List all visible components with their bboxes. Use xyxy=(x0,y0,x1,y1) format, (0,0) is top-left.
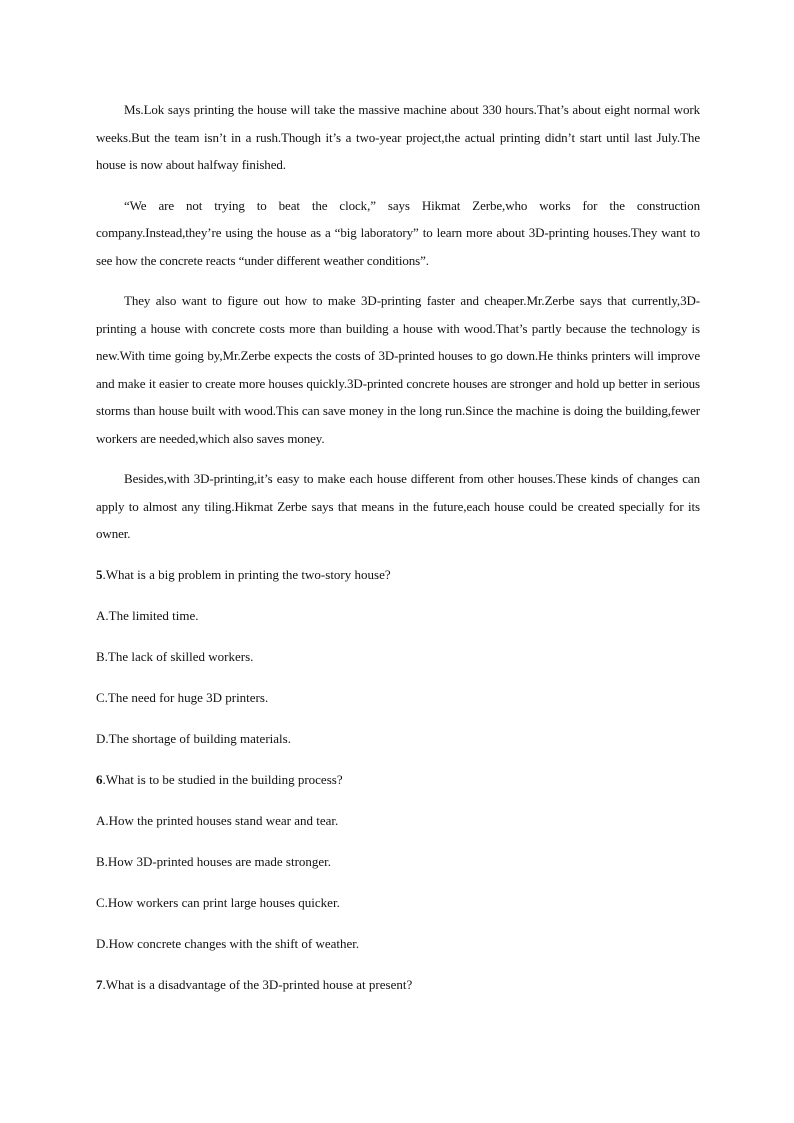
question-7-number: 7 xyxy=(96,976,103,992)
question-6-option-d: D.How concrete changes with the shift of weather. xyxy=(96,935,360,951)
passage-paragraph-2: “We are not trying to beat the clock,” says Hikmat Zerbe,who works for the construction company.Instead,they’re using the house as a “big laboratory” to learn more about 3D-printing houses.They want to see how the concrete reacts “under different weather conditions”. xyxy=(96,197,700,268)
question-6-option-b: B.How 3D-printed houses are made stronger. xyxy=(96,853,332,869)
question-5 xyxy=(96,561,700,589)
question-5-text: .What is a big problem in printing the two-story house? xyxy=(102,566,391,582)
question-5-option-c: C.The need for huge 3D printers. xyxy=(96,689,269,705)
question-6 xyxy=(96,766,700,794)
passage-paragraph-3: They also want to figure out how to make 3D-printing faster and cheaper.Mr.Zerbe says that currently,3D-printing a house with concrete costs more than building a house with wood.That’s partly because the technology is new.With time going by,Mr.Zerbe expects the costs of 3D-printed houses to go down.He thinks printers will improve and make it easier to create more houses quickly.3D-printed concrete houses are stronger and hold up better in serious storms than house built with wood.This can save money in the long run.Since the machine is doing the building,fewer workers are needed,which also saves money. xyxy=(96,293,700,446)
question-7-text: .What is a disadvantage of the 3D-printed house at present? xyxy=(102,976,413,992)
passage-paragraph-4: Besides,with 3D-printing,it’s easy to make each house different from other houses.These kinds of changes can apply to almost any tiling.Hikmat Zerbe says that means in the future,each house could be created specially for its owner. xyxy=(96,471,700,541)
question-6-number: 6 xyxy=(96,771,103,787)
question-6-text: .What is to be studied in the building process? xyxy=(102,771,343,787)
question-6-option-c: C.How workers can print large houses quicker. xyxy=(96,894,340,910)
document-content xyxy=(96,96,700,1012)
question-5-option-b: B.The lack of skilled workers. xyxy=(96,648,254,664)
question-7 xyxy=(96,971,700,999)
question-5-number: 5 xyxy=(96,566,103,582)
question-6-option-a: A.How the printed houses stand wear and tear. xyxy=(96,812,339,828)
question-5-option-a: A.The limited time. xyxy=(96,607,199,623)
passage-paragraph-1: Ms.Lok says printing the house will take the massive machine about 330 hours.That’s about eight normal work weeks.But the team isn’t in a rush.Though it’s a two-year project,the actual printing didn’t start until last July.The house is now about halfway finished. xyxy=(96,102,700,172)
question-5-option-d: D.The shortage of building materials. xyxy=(96,730,291,746)
